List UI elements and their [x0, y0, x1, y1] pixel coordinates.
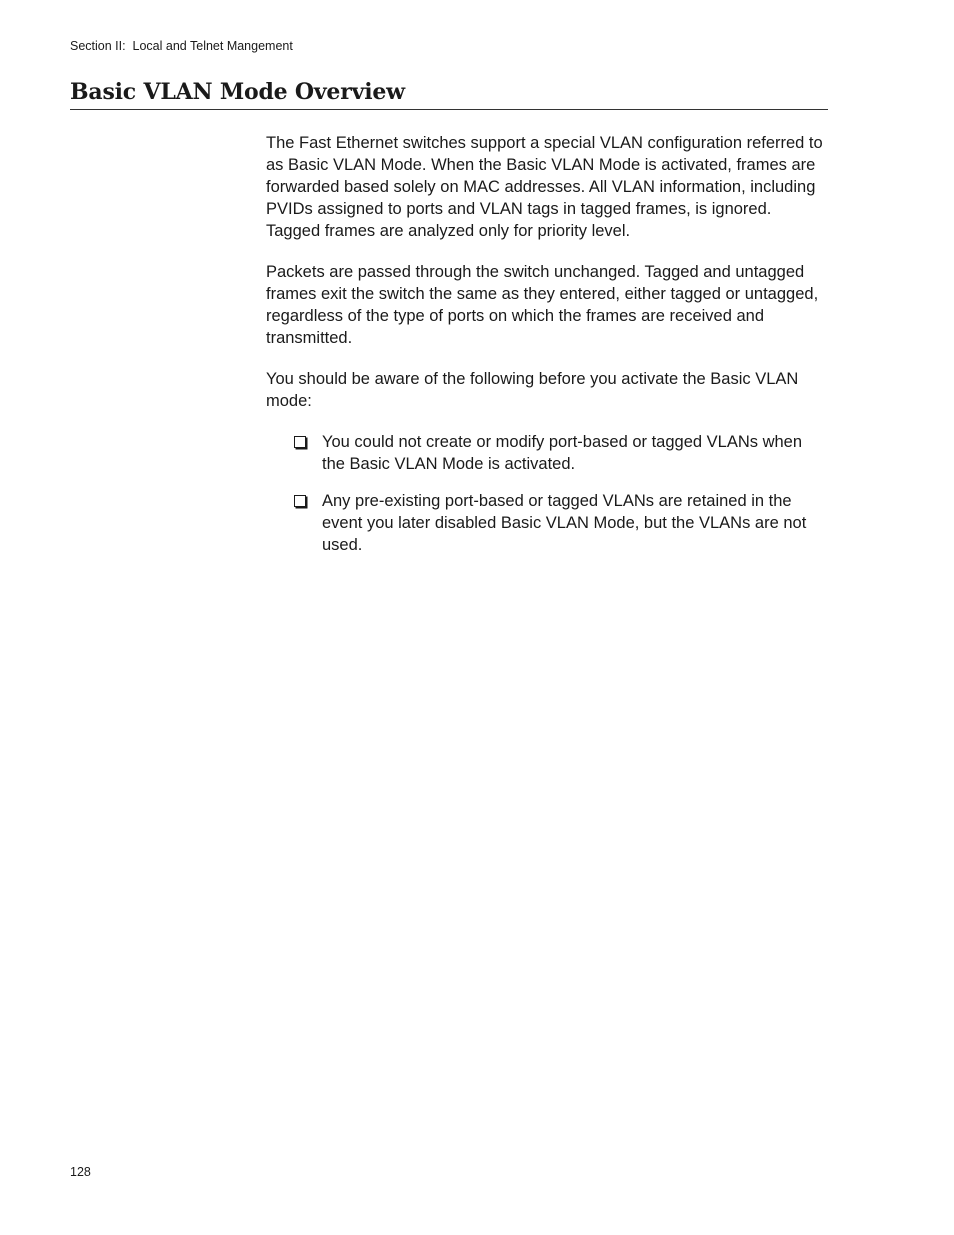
running-header: Section II: Local and Telnet Mangement	[70, 39, 293, 53]
title-divider	[70, 109, 828, 110]
bullet-list	[266, 431, 828, 556]
paragraph-packets: Packets are passed through the switch unchanged. Tagged and untagged frames exit the switch the same as they entered, either tagged or untagged, regardless of the type of ports on which the frames are received and transmitted.	[266, 263, 819, 347]
list-item	[294, 431, 828, 475]
paragraph-aware: You should be aware of the following before you activate the Basic VLAN mode:	[266, 370, 799, 410]
list-item	[294, 490, 828, 556]
page-number: 128	[70, 1165, 91, 1179]
body-text	[266, 132, 828, 571]
section-title: Basic VLAN Mode Overview	[70, 79, 405, 105]
checkbox-bullet-icon	[294, 436, 306, 448]
bullet-text: Any pre-existing port-based or tagged VLANs are retained in the event you later disabled Basic VLAN Mode, but the VLANs are not used.	[322, 492, 807, 554]
paragraph-intro: The Fast Ethernet switches support a special VLAN configuration referred to as Basic VLAN Mode. When the Basic VLAN Mode is activated, frames are forwarded based solely on MAC addresses. All VLAN information, including PVIDs assigned to ports and VLAN tags in tagged frames, is ignored. Tagged frames are analyzed only for priority level.	[266, 134, 823, 240]
checkbox-bullet-icon	[294, 495, 306, 507]
bullet-text: You could not create or modify port-based or tagged VLANs when the Basic VLAN Mode is activated.	[322, 433, 803, 473]
